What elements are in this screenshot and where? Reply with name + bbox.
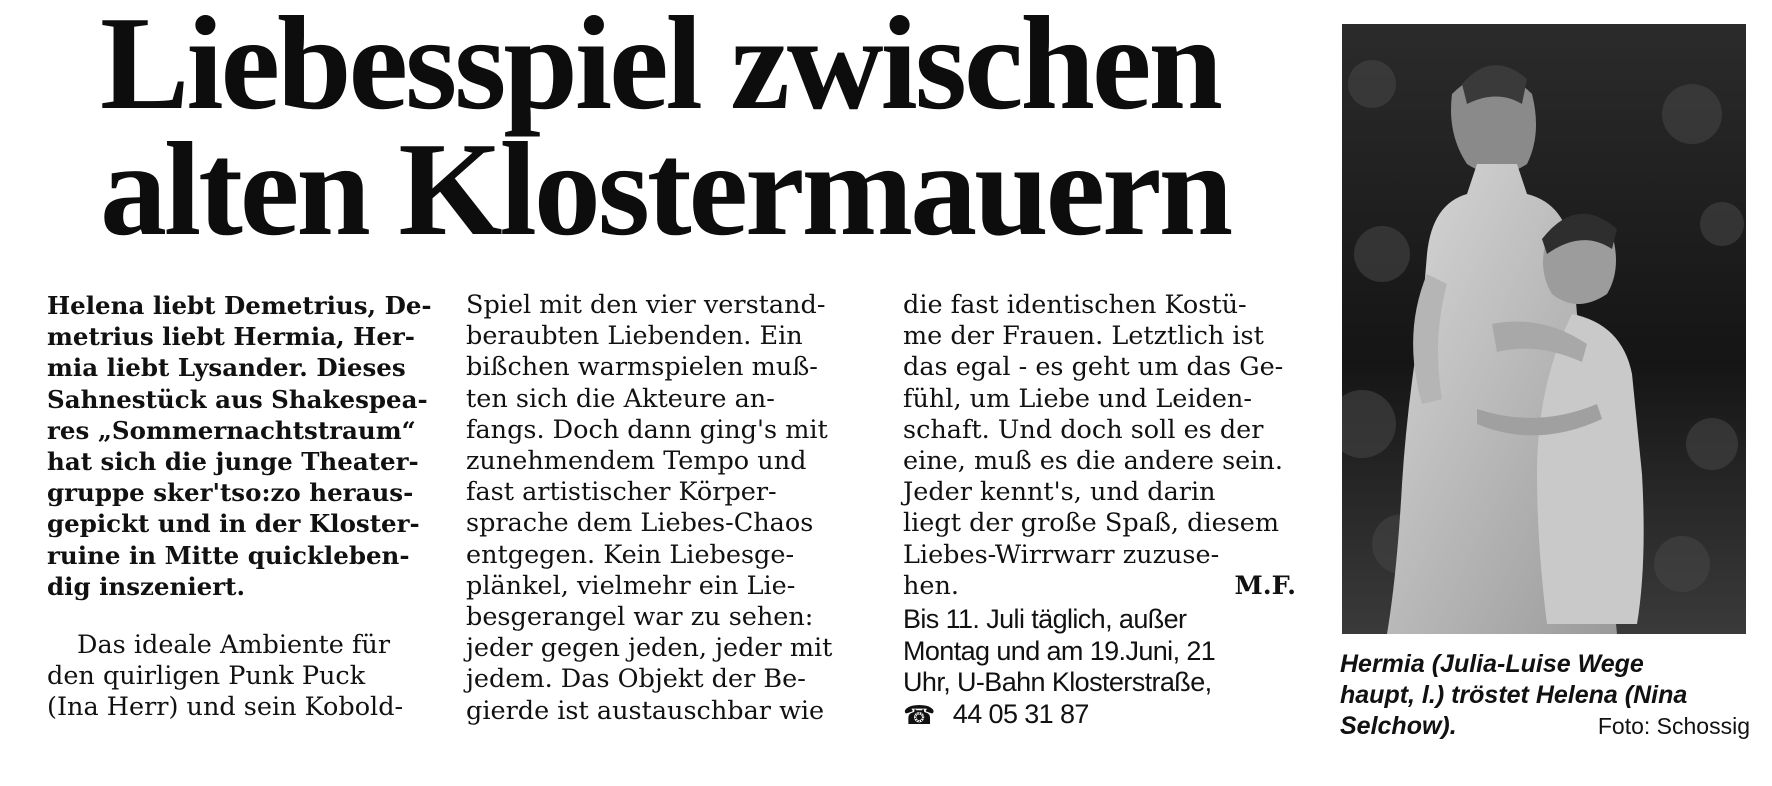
body-line: bißchen warmspielen muß- xyxy=(466,352,818,383)
body-line: sprache dem Liebes-Chaos xyxy=(466,508,814,539)
caption-line: Selchow). xyxy=(1340,712,1457,740)
article-column-1 xyxy=(47,290,432,724)
body-line: eine, muß es die andere sein. xyxy=(903,446,1283,477)
headline-line-2: alten Klostermauern xyxy=(100,115,1231,263)
body-line: fühl, um Liebe und Leiden- xyxy=(903,383,1252,414)
body-line: die fast identischen Kostü- xyxy=(903,290,1247,320)
body-line: jeder gegen jeden, jeder mit xyxy=(466,633,833,664)
article-column-3 xyxy=(903,290,1296,730)
article-lead xyxy=(47,290,432,602)
body-paragraph-3 xyxy=(903,290,1296,571)
body-line: plänkel, vielmehr ein Lie- xyxy=(466,570,796,601)
body-line: Jeder kennt's, und darin xyxy=(903,477,1216,508)
event-info xyxy=(903,604,1296,730)
lead-line: gruppe sker'tso:zo heraus- xyxy=(47,478,414,508)
body-line: fangs. Doch dann ging's mit xyxy=(466,414,828,445)
body-paragraph-1 xyxy=(47,630,432,724)
photo-illustration xyxy=(1342,24,1746,634)
caption-line: Hermia (Julia-Luise Wege xyxy=(1340,650,1644,678)
body-line: jedem. Das Objekt der Be- xyxy=(466,664,806,695)
body-line: Spiel mit den vier verstand- xyxy=(466,290,826,320)
lead-line: mia liebt Lysander. Dieses xyxy=(47,353,406,383)
phone-row xyxy=(903,699,1296,731)
body-line: gierde ist austauschbar wie xyxy=(466,695,825,726)
lead-line: Helena liebt Demetrius, De- xyxy=(47,291,432,320)
body-line: hen. xyxy=(903,570,960,601)
caption-last-row xyxy=(1340,711,1750,742)
body-line: me der Frauen. Letztlich ist xyxy=(903,321,1264,352)
article-column-2 xyxy=(466,290,864,727)
caption-line: haupt, l.) tröstet Helena (Nina xyxy=(1340,681,1688,709)
body-line: Das ideale Ambiente für xyxy=(77,630,391,661)
body-line: besgerangel war zu sehen: xyxy=(466,602,814,633)
info-line: Montag und am 19.Juni, 21 xyxy=(903,635,1216,666)
body-line: ten sich die Akteure an- xyxy=(466,383,775,414)
lead-line: metrius liebt Hermia, Her- xyxy=(47,322,415,352)
lead-line: Sahnestück aus Shakespea- xyxy=(47,384,428,414)
body-line: Liebes-Wirrwarr zuzuse- xyxy=(903,539,1220,570)
lead-line: ruine in Mitte quickleben- xyxy=(47,540,410,570)
body-line: liegt der große Spaß, diesem xyxy=(903,508,1280,539)
lead-line: gepickt und in der Kloster- xyxy=(47,509,420,539)
body-line: zunehmendem Tempo und xyxy=(466,446,807,477)
headline-line-1: Liebesspiel zwischen xyxy=(100,0,1220,137)
info-line: Uhr, U-Bahn Klosterstraße, xyxy=(903,667,1212,698)
signature-line xyxy=(903,571,1296,602)
telephone-icon: ☎ xyxy=(903,699,935,730)
photo-caption xyxy=(1340,649,1750,742)
lead-line: dig inszeniert. xyxy=(47,571,245,601)
photo-credit: Foto: Schossig xyxy=(1597,713,1750,739)
body-line: das egal - es geht um das Ge- xyxy=(903,352,1284,383)
body-line: beraubten Liebenden. Ein xyxy=(466,321,803,352)
article-photo xyxy=(1342,24,1746,634)
body-line: schaft. Und doch soll es der xyxy=(903,414,1264,445)
body-line: entgegen. Kein Liebesge- xyxy=(466,539,795,570)
body-line: den quirligen Punk Puck xyxy=(47,661,366,692)
body-line: (Ina Herr) und sein Kobold- xyxy=(47,692,404,723)
headline xyxy=(100,0,1231,263)
body-line: fast artistischer Körper- xyxy=(466,477,777,508)
lead-line: res „Sommernachtstraum“ xyxy=(47,415,416,445)
author-signature: M.F. xyxy=(1234,570,1296,601)
lead-line: hat sich die junge Theater- xyxy=(47,447,419,477)
phone-number: 44 05 31 87 xyxy=(952,698,1089,729)
info-line: Bis 11. Juli täglich, außer xyxy=(903,604,1187,635)
